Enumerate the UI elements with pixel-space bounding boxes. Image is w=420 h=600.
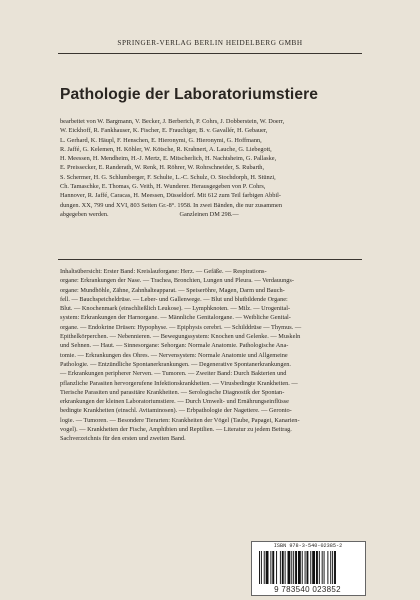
barcode-bar: [330, 551, 331, 584]
contents-line: — Erkrankungen peripherer Nerven. — Tumoren. — Zweiter Band: Durch Bakterien und: [60, 370, 287, 378]
contents-line: erkrankungen der kleinen Laboratoriumstiere. — Durch Umwelt- und Ernährungseinflüsse: [60, 398, 289, 406]
barcode-bar: [282, 551, 284, 584]
authors-line: Hannover, R. Jaffé, Caracas, H. Meessen, Düsseldorf. Mit 612 zum Teil farbigen Abbil-: [60, 192, 281, 200]
contents-line: Tierische Parasiten und parasitäre Krankheiten. — Serologische Diagnostik der Spontan-: [60, 388, 285, 396]
contents-line: fell. — Bauchspeicheldrüse. — Leber- und Gallenwege. — Blut und blutbildende Organe:: [60, 295, 288, 303]
authors-line: H. Meessen, H. Mendheim, H.-J. Mertz, E. Mitscherlich, H. Nachtsheim, G. Pallaske,: [60, 155, 277, 163]
authors-line: dungen. XX, 799 und XVI, 803 Seiten Gr.-8°. 1958. In zwei Bänden, die nur zusammen: [60, 201, 282, 209]
barcode-bar: [307, 551, 309, 584]
top-rule: [58, 53, 362, 54]
authors-line: E. Preissecker, E. Randerath, W. Renk, H. Röhrer, W. Rohrschneider, S. Rubarth,: [60, 164, 265, 172]
barcode-bar: [295, 551, 297, 584]
barcode-bar: [291, 551, 292, 584]
barcode-bar: [261, 551, 262, 584]
isbn-number: ISBN 978-3-540-02385-2: [273, 543, 343, 549]
barcode-bar: [266, 551, 269, 584]
contents-line: tomie. — Erkrankungen des Ohres. — Nervensystem: Normale Anatomie und Allgemeine: [60, 351, 288, 359]
contents-line: Pathologie. — Entzündliche Spontanerkrankungen. — Degenerative Spontanerkrankungen.: [60, 360, 291, 368]
barcode-bar: [293, 551, 294, 584]
barcode-bar: [332, 551, 333, 584]
barcode-bar: [298, 551, 301, 584]
authors-line: L. Gerhard, K. Häupl, F. Henschen, E. Hieronymi, G. Hieronymi, G. Hoffmann,: [60, 136, 262, 144]
barcode-bar: [272, 551, 274, 584]
barcode-bar: [316, 551, 318, 584]
barcode-digits: 9 783540 023852: [274, 585, 341, 594]
barcode-bar: [327, 551, 328, 584]
contents-line: system: Erkrankungen der Harnorgane. — Männliche Genitalorgane. — Weibliche Genital-: [60, 314, 291, 322]
contents-line: organe. — Endokrine Drüsen: Hypophyse. — Epiphysis cerebri. — Schilddrüse — Thymus. —: [60, 323, 302, 331]
publisher-name: SPRINGER-VERLAG BERLIN HEIDELBERG GMBH: [117, 39, 303, 47]
barcode-bar: [319, 551, 320, 584]
authors-line: Ch. Tamaschke, E. Thomas, G. Veith, H. Wunderer. Herausgegeben von P. Cohrs,: [60, 183, 266, 191]
barcode-icon: [257, 551, 358, 584]
section-rule: [58, 259, 362, 260]
contents-line: logie. — Tumoren. — Besondere Tierarten: Krankheiten der Vögel (Taube, Papagei, Kanarien-: [60, 416, 300, 424]
barcode-bar: [276, 551, 277, 584]
barcode-bar: [270, 551, 271, 584]
contents-line: Epithelkörperchen. — Nebennieren. — Bewegungssystem: Knochen und Gelenke. — Muskeln: [60, 333, 301, 341]
barcode-bar: [305, 551, 306, 584]
authors-line: W. Eickhoff, R. Fankhauser, K. Fischer, E. Frauchiger, B. v. Gavallér, H. Gebauer,: [60, 127, 268, 135]
contents-line: und Sehnen. — Haut. — Sinnesorgane: Sehorgan: Normale Anatomie. Pathologische Ana-: [60, 342, 289, 350]
contents-overview: [60, 267, 360, 444]
barcode-bar: [285, 551, 286, 584]
barcode-bar: [322, 551, 323, 584]
authors-line: S. Schermer, H. G. Schlumberger, F. Schulte, L.-C. Schulz, O. Stochdorph, H. Stünzi,: [60, 173, 276, 181]
price-line: abgegeben werden. Ganzleinen DM 298.—: [60, 210, 239, 218]
authors-block: [60, 117, 360, 219]
contents-line: organe: Mundhöhle, Zähne, Zahnhalteapparat. — Speiseröhre, Magen, Darm und Bauch-: [60, 286, 285, 294]
contents-line: pflanzliche Parasiten hervorgerufene Infektionskrankheiten. — Virusbedingte Krankheiten. —: [60, 379, 298, 387]
barcode-bar: [324, 551, 325, 584]
contents-line: Inhaltsübersicht: Erster Band: Kreislauforgane: Herz. — Gefäße. — Respirations-: [60, 268, 267, 275]
book-title: Pathologie der Laboratoriumstiere: [60, 86, 319, 103]
barcode-bar: [334, 551, 336, 584]
barcode-bar: [259, 551, 260, 584]
barcode-bar: [310, 551, 311, 584]
contents-line: organe: Erkrankungen der Nase. — Trachea, Bronchien, Lungen und Pleura. — Verdauungs-: [60, 277, 294, 285]
authors-line: R. Jaffé, G. Kelemen, H. Köhler, W. Kötsche, R. Krahnert, A. Lauche, G. Liebegott,: [60, 145, 272, 153]
contents-line: vogel). — Krankheiten der Fische, Amphibien und Reptilien. — Literatur zu jedem Beitrag.: [60, 426, 292, 434]
barcode-bar: [302, 551, 303, 584]
barcode-bar: [264, 551, 265, 584]
barcode-bar: [288, 551, 291, 584]
contents-line: bedingte Krankheiten (einschl. Avitaminosen). — Erbpathologie der Nagetiere. — Geronto-: [60, 407, 292, 415]
barcode-bar: [312, 551, 315, 584]
barcode-bar: [280, 551, 281, 584]
contents-line: Sachverzeichnis für den ersten und zweiten Band.: [60, 435, 186, 443]
authors-line: bearbeitet von W. Bargmann, V. Becker, J. Berberich, P. Cohrs, J. Dobberstein, W. Doerr,: [60, 118, 285, 125]
contents-line: Blut. — Knochenmark (einschließlich Leukose). — Lymphknoten. — Milz. — Urogenital-: [60, 305, 291, 313]
